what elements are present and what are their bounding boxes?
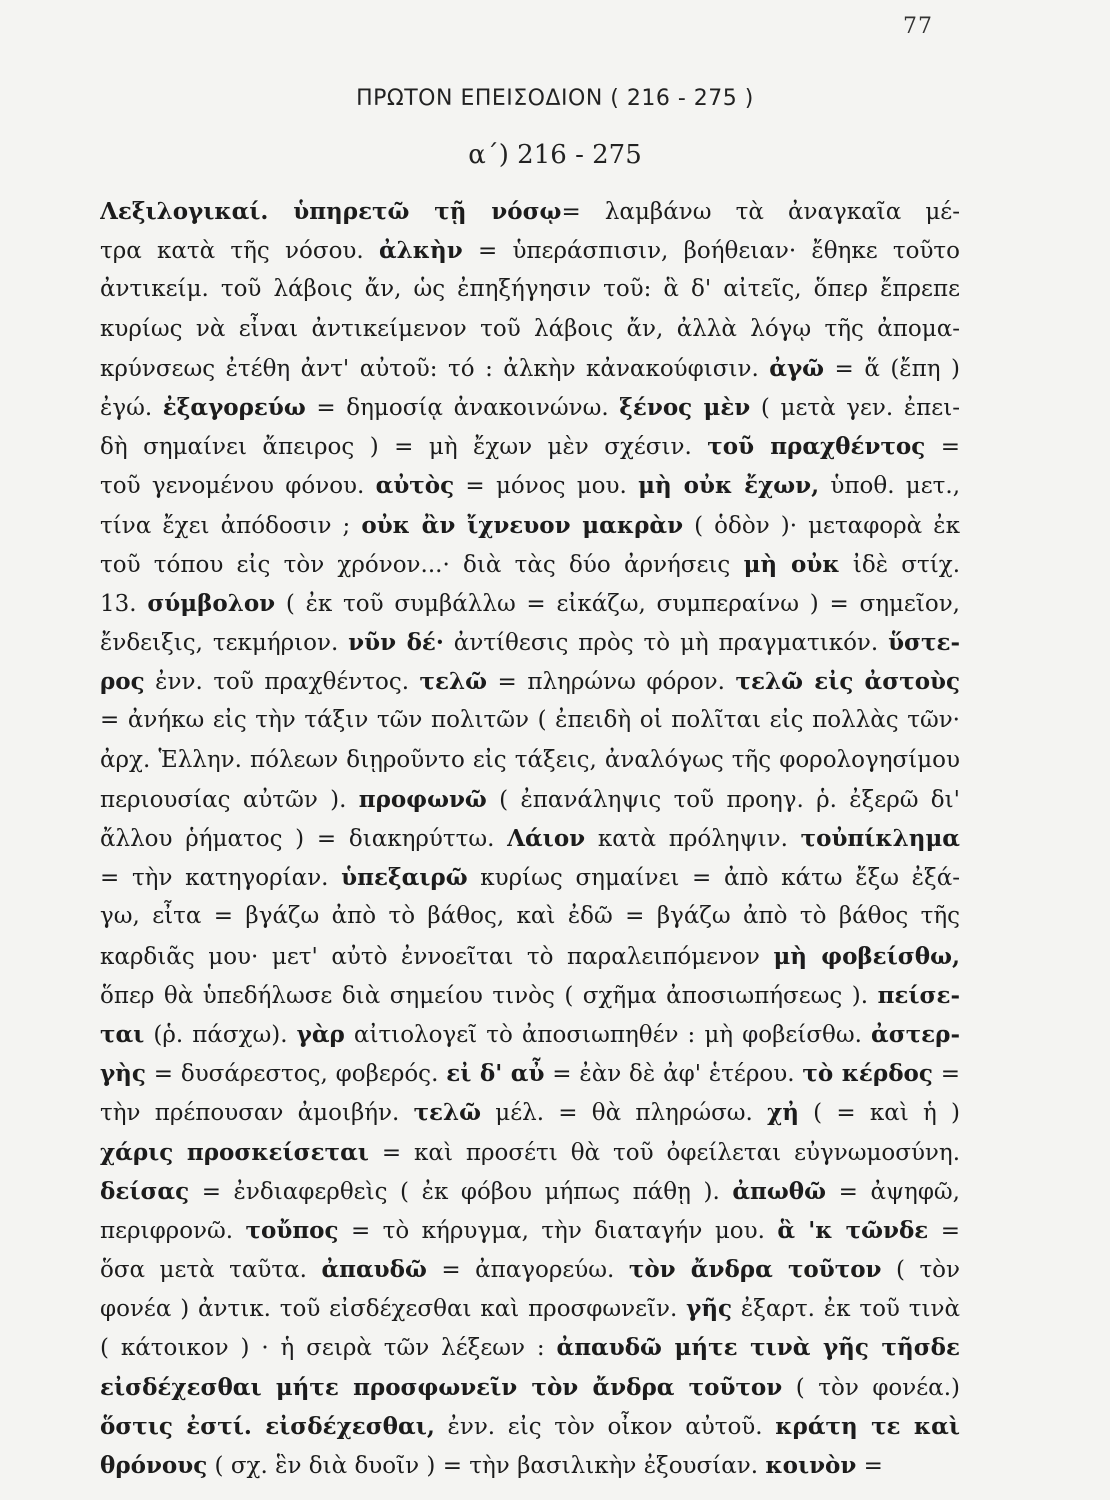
text-line <box>100 1289 960 1328</box>
text-line <box>100 976 960 1015</box>
text-run: = <box>928 1217 960 1244</box>
text-run: ἐνν. τοῦ πραχθέντος. <box>144 669 420 696</box>
bold-term: Λεξιλογικαί. ὑπηρετῶ τῇ νόσῳ <box>100 198 562 225</box>
bold-term: τὸν ἄνδρα τοῦτον <box>628 1256 882 1284</box>
text-run: περιουσίας αὐτῶν ). <box>100 786 359 813</box>
text-run: αἰτιολογεῖ τὸ ἀποσιωπηθέν : μὴ φοβείσθω. <box>344 1021 872 1048</box>
text-run: = τὴν κατηγορίαν. <box>100 865 342 892</box>
text-run: = μόνος μου. <box>454 473 639 500</box>
bold-term: ται <box>100 1020 145 1048</box>
bold-term: νῦν δέ· <box>348 629 444 657</box>
bold-term: σύμβολον <box>147 589 276 617</box>
bold-term: εἰ δ' αὖ <box>446 1060 545 1088</box>
text-run: = λαμβάνω τὰ ἀναγκαῖα μέ- <box>561 199 960 225</box>
text-line <box>100 584 960 623</box>
text-run: = ἅ (ἔπη ) <box>824 355 960 382</box>
bold-term: τοὔπος <box>245 1216 339 1244</box>
text-run: = ὑπεράσπισιν, βοήθειαν· ἔθηκε τοῦτο <box>462 238 960 265</box>
text-run: δὴ σημαίνει ἄπειρος ) = μὴ ἔχων μὲν σχέσιν. <box>100 434 708 461</box>
text-line <box>100 310 960 349</box>
text-run: ἀντίθεσις πρὸς τὸ μὴ πραγματικόν. <box>443 630 889 657</box>
bold-term: τελῶ εἰς ἀστοὺς <box>735 668 960 696</box>
text-run: ( = καὶ ἡ ) <box>798 1100 960 1127</box>
page-number: 77 <box>903 14 933 39</box>
text-run: = τὸ κήρυγμα, τὴν διαταγήν μου. <box>338 1217 778 1244</box>
text-line <box>100 231 960 270</box>
bold-term: ἀστερ- <box>871 1020 960 1048</box>
text-run: = πληρώνω φόρον. <box>487 669 736 696</box>
section-heading: α΄) 216 - 275 <box>468 140 642 170</box>
text-line <box>100 1172 960 1211</box>
text-line <box>100 1368 960 1407</box>
bold-term: ἀπαυδῶ μήτε τινὰ γῆς τῆσδε <box>556 1334 960 1362</box>
text-line <box>100 819 960 858</box>
text-run: ( κάτοικον ) · ἡ σειρὰ τῶν λέξεων : <box>100 1335 557 1362</box>
bold-term: κράτη τε καὶ <box>775 1412 960 1440</box>
text-run: κυρίως σημαίνει = ἀπὸ κάτω ἔξω ἐξά- <box>467 865 960 892</box>
text-run: ( σχ. ἓν διὰ δυοῖν ) = τὴν βασιλικὴν ἐξουσίαν. <box>207 1453 766 1479</box>
bold-term: γὴς <box>100 1060 146 1088</box>
text-run: = ἀψηφῶ, <box>826 1178 960 1205</box>
text-run: = <box>925 434 960 461</box>
bold-term: Λάιον <box>507 825 586 852</box>
bold-term: κοινὸν <box>765 1452 857 1479</box>
text-run: τὴν πρέπουσαν ἀμοιβήν. <box>100 1100 414 1127</box>
bold-term: τοὐπίκλημα <box>800 825 960 852</box>
text-run: = δυσάρεστος, φοβερός. <box>145 1061 447 1088</box>
bold-term: γὰρ <box>296 1020 345 1048</box>
text-run: ὅσα μετὰ ταῦτα. <box>100 1257 322 1284</box>
text-line <box>100 1407 960 1446</box>
text-line <box>100 545 960 584</box>
bold-term: ὑπεξαιρῶ <box>341 864 468 892</box>
text-run: (ῥ. πάσχω). <box>144 1021 297 1048</box>
text-line <box>100 1015 960 1054</box>
text-run: ἰδὲ στίχ. <box>839 551 960 578</box>
bold-term: ρος <box>100 668 145 696</box>
text-run: κατὰ πρόληψιν. <box>585 826 801 852</box>
text-line <box>100 1054 960 1093</box>
text-run: τοῦ γενομένου φόνου. <box>100 473 376 500</box>
bold-term: ἃ 'κ τῶνδε <box>777 1216 929 1244</box>
text-line <box>100 1328 960 1367</box>
bold-term: ἀπωθῶ <box>732 1177 827 1205</box>
text-run: ( ἐπανάληψις τοῦ προηγ. ῥ. ἐξερῶ δι' <box>486 786 960 813</box>
text-line <box>100 192 960 231</box>
text-run: = <box>932 1061 960 1088</box>
text-run: ( ὁδὸν )· μεταφορὰ ἐκ <box>683 512 960 539</box>
bold-term: χάρις προσκείσεται <box>100 1138 369 1166</box>
text-run: ἐγώ. <box>100 394 163 421</box>
text-run: ( ἐκ τοῦ συμβάλλω = εἰκάζω, συμπεραίνω ) = σημεῖον, <box>275 590 960 617</box>
text-run: ὑποθ. μετ., <box>819 473 960 500</box>
text-run: ἄλλου ῥήματος ) = διακηρύττω. <box>100 826 508 852</box>
bold-term: ἐξαγορεύω <box>162 393 306 421</box>
text-run: τοῦ τόπου εἰς τὸν χρόνον...· διὰ τὰς δύο ἀρνήσεις <box>100 551 744 578</box>
text-line <box>100 466 960 505</box>
text-run: γω, εἶτα = βγάζω ἀπὸ τὸ βάθος, καὶ ἐδῶ = βγάζω ἀπὸ τὸ βάθος τῆς <box>100 903 960 930</box>
bold-term: μὴ οὐκ <box>743 550 840 578</box>
text-run: = ἐὰν δὲ ἀφ' ἑτέρου. <box>544 1061 803 1088</box>
bold-term: εἰσδέχεσθαι μήτε προσφωνεῖν τὸν ἄνδρα τοῦτον <box>100 1373 783 1401</box>
bold-term: πείσε- <box>877 981 960 1009</box>
bold-term: χἠ <box>767 1099 799 1127</box>
text-run: = καὶ προσέτι θὰ τοῦ ὀφείλεται εὐγνωμοσύνη. <box>368 1139 960 1166</box>
text-run: = ἀνήκω εἰς τὴν τάξιν τῶν πολιτῶν ( ἐπειδὴ οἱ πολῖται εἰς πολλὰς τῶν· <box>100 707 960 734</box>
text-run: ( τὸν φονέα.) <box>782 1374 960 1401</box>
text-line <box>100 937 960 976</box>
bold-term: θρόνους <box>100 1452 208 1479</box>
bold-term: αὐτὸς <box>375 472 455 500</box>
bold-term: μὴ οὐκ ἔχων, <box>638 472 820 500</box>
text-line <box>100 1250 960 1289</box>
text-line <box>100 388 960 427</box>
text-line <box>100 741 960 780</box>
text-run: ἀρχ. Ἑλλην. πόλεων διῃροῦντο εἰς τάξεις, ἀναλόγως τῆς φορολογησίμου <box>100 746 960 773</box>
bold-term: γῆς <box>686 1295 733 1323</box>
text-line <box>100 780 960 819</box>
bold-term: ἀπαυδῶ <box>321 1256 427 1284</box>
text-line <box>100 701 960 740</box>
text-run: = <box>856 1453 883 1479</box>
text-line <box>100 623 960 662</box>
text-run: τρα κατὰ τῆς νόσου. <box>100 238 379 265</box>
text-run: ὅπερ θὰ ὑπεδήλωσε διὰ σημείου τινὸς ( σχῆμα ἀποσιωπήσεως ). <box>100 982 878 1009</box>
text-line <box>100 1093 960 1132</box>
text-line <box>100 897 960 936</box>
bold-term: τὸ κέρδος <box>802 1060 933 1088</box>
text-line <box>100 662 960 701</box>
bold-term: ὕστε- <box>888 629 960 657</box>
bold-term: τελῶ <box>419 668 488 696</box>
text-line <box>100 349 960 388</box>
bold-term: ἀλκὴν <box>378 237 463 265</box>
text-run: 13. <box>100 590 148 617</box>
text-run: φονέα ) ἀντικ. τοῦ εἰσδέχεσθαι καὶ προσφωνεῖν. <box>100 1296 687 1323</box>
text-run: κυρίως νὰ εἶναι ἀντικείμενον τοῦ λάβοις ἄν, ἀλλὰ λόγῳ τῆς ἀπομα- <box>100 315 960 342</box>
text-run: καρδιᾶς μου· μετ' αὐτὸ ἐννοεῖται τὸ παραλειπόμενον <box>100 943 774 970</box>
text-line <box>100 427 960 466</box>
bold-term: τοῦ πραχθέντος <box>707 433 926 461</box>
text-run: ἐνν. εἰς τὸν οἶκον αὐτοῦ. <box>434 1413 776 1440</box>
text-run: ( μετὰ γεν. ἐπει- <box>750 394 960 421</box>
bold-term: ὅστις ἐστί. εἰσδέχεσθαι, <box>100 1412 435 1440</box>
text-line <box>100 1446 960 1485</box>
text-run: ἀντικείμ. τοῦ λάβοις ἄν, ὡς ἐπηξήγησιν τοῦ: ἃ δ' αἰτεῖς, ὅπερ ἔπρεπε <box>100 276 960 303</box>
text-run: ἐξαρτ. ἐκ τοῦ τινὰ <box>732 1296 960 1323</box>
bold-term: ἀγῶ <box>769 354 825 382</box>
text-run: τίνα ἔχει ἀπόδοσιν ; <box>100 512 362 539</box>
text-run: περιφρονῶ. <box>100 1217 246 1244</box>
text-line <box>100 270 960 309</box>
text-run: = δημοσίᾳ ἀνακοινώνω. <box>305 394 620 421</box>
bold-term: δείσας <box>100 1177 190 1205</box>
text-run: κρύνσεως ἐτέθη ἀντ' αὐτοῦ: τό : ἀλκὴν κἀνακούφισιν. <box>100 355 770 382</box>
text-run: ( τὸν <box>881 1257 960 1284</box>
text-run: μέλ. = θὰ πληρώσω. <box>481 1100 768 1127</box>
bold-term: τελῶ <box>413 1099 482 1127</box>
bold-term: προφωνῶ <box>358 785 487 813</box>
text-line <box>100 506 960 545</box>
bold-term: ξένος μὲν <box>619 393 751 421</box>
text-line <box>100 1133 960 1172</box>
text-line <box>100 1211 960 1250</box>
bold-term: οὐκ ἂν ἴχνευον μακρὰν <box>361 511 684 539</box>
text-line <box>100 858 960 897</box>
bold-term: μὴ φοβείσθω, <box>773 942 960 970</box>
text-run: = ἐνδιαφερθεὶς ( ἐκ φόβου μήπως πάθῃ ). <box>189 1178 733 1205</box>
glossary-text <box>100 192 960 1485</box>
text-run: ἔνδειξις, τεκμήριον. <box>100 630 349 657</box>
text-run: = ἀπαγορεύω. <box>426 1257 629 1284</box>
chapter-heading: ΠΡΩΤΟΝ ΕΠΕΙΣΟΔΙΟΝ ( 216 - 275 ) <box>356 86 754 111</box>
